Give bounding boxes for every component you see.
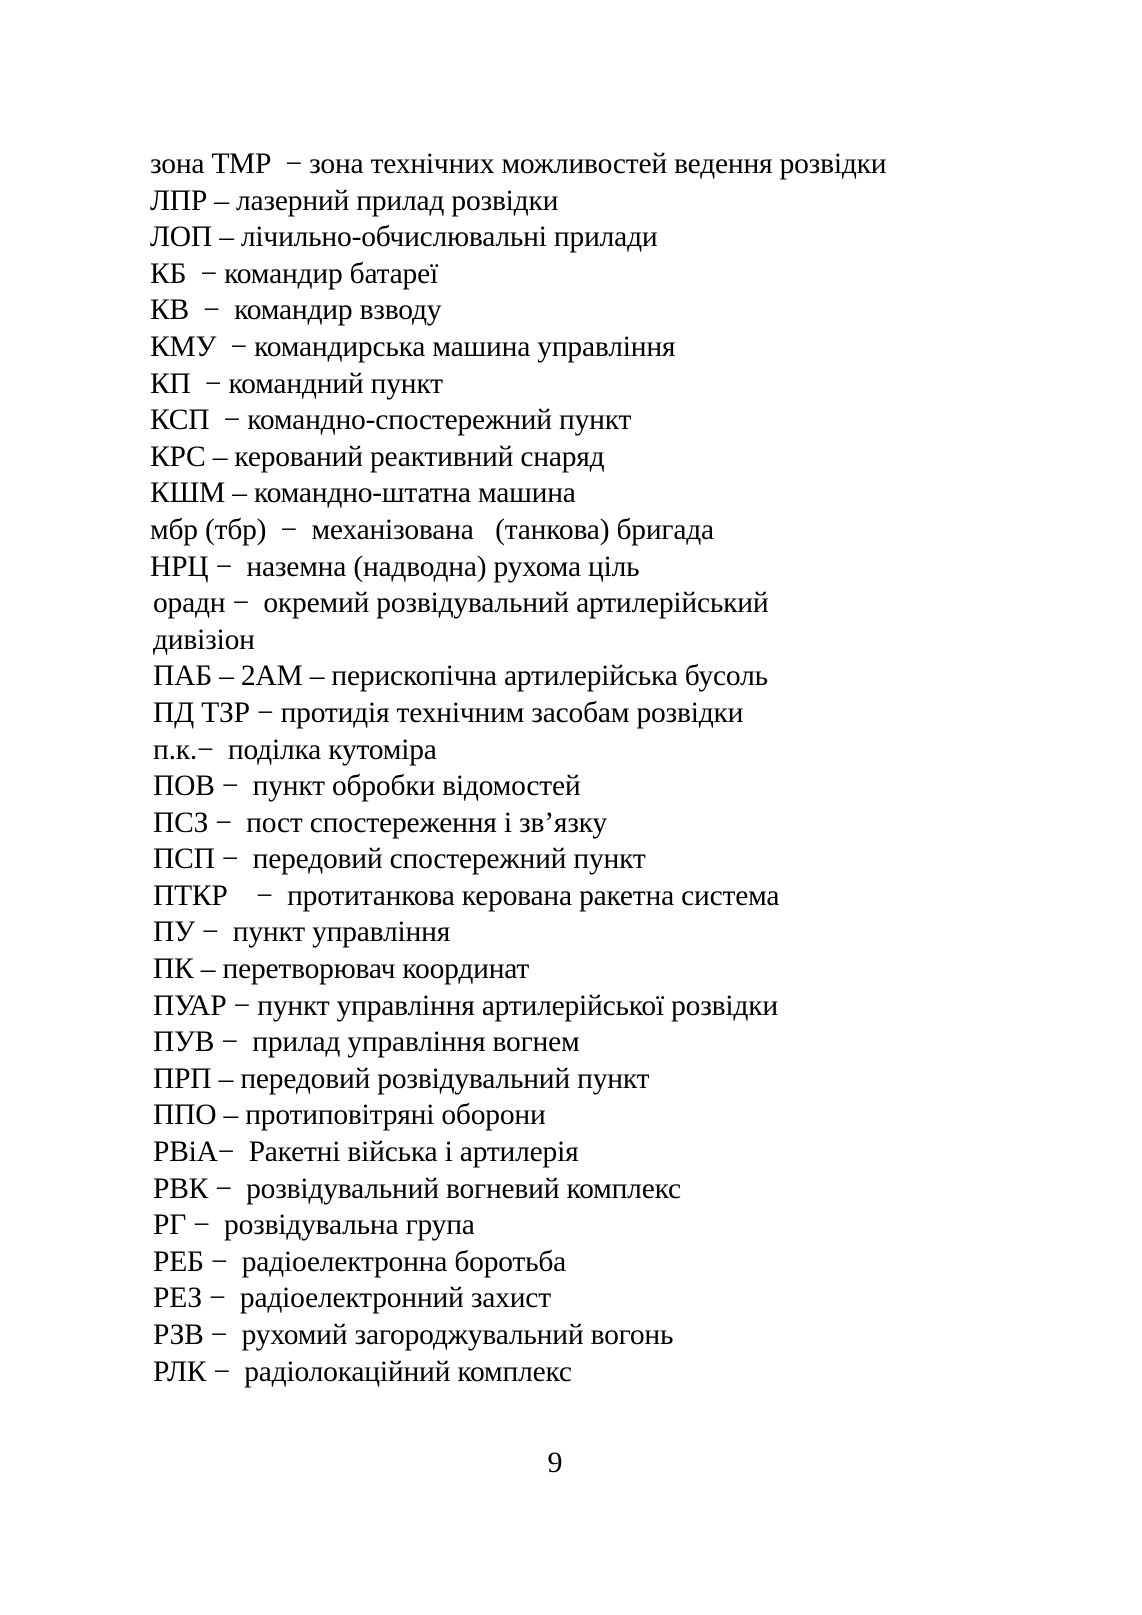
abbreviation-entry: ПК – перетворювач координат <box>153 953 530 986</box>
abbreviation-entry: ПАБ – 2АМ – перископічна артилерійська бусоль <box>153 660 768 693</box>
abbreviation-entry: РВК − розвідувальний вогневий комплекс <box>153 1172 681 1205</box>
abbreviation-entry: РЛК − радіолокаційний комплекс <box>153 1355 572 1388</box>
abbreviation-entry: ПТКР − протитанкова керована ракетна система <box>153 879 780 912</box>
abbreviation-entry: ПУВ − прилад управління вогнем <box>153 1026 580 1059</box>
abbreviation-entry: НРЦ − наземна (надводна) рухома ціль <box>150 550 640 583</box>
abbreviation-entry: КП − командний пункт <box>150 367 443 400</box>
abbreviation-entry: зона ТМР − зона технічних можливостей ведення розвідки <box>150 148 887 180</box>
abbreviation-entry: РГ − розвідувальна група <box>153 1209 475 1242</box>
abbreviation-entry: дивізіон <box>153 623 255 656</box>
abbreviation-entry: ПУАР − пункт управління артилерійської розвідки <box>153 989 778 1022</box>
abbreviation-entry: п.к.− поділка кутоміра <box>153 733 437 766</box>
abbreviation-entry: ПД ТЗР − протидія технічним засобам розвідки <box>153 696 744 729</box>
abbreviation-entry: ППО – протиповітряні оборони <box>153 1099 546 1132</box>
abbreviation-entry: РВіА− Ракетні війська і артилерія <box>153 1136 579 1169</box>
abbreviation-entry: КМУ − командирська машина управління <box>150 330 676 363</box>
abbreviation-entry: КБ − командир батареї <box>150 257 438 290</box>
abbreviation-entry: КШМ – командно-штатна машина <box>150 477 576 510</box>
abbreviation-entry: КРС – керований реактивний снаряд <box>150 440 605 473</box>
page-number: 9 <box>547 1446 563 1479</box>
abbreviation-entry: ПУ − пункт управління <box>153 916 451 949</box>
abbreviation-entry: ЛПР – лазерний прилад розвідки <box>150 184 559 217</box>
abbreviation-entry: мбр (тбр) − механізована (танкова) бригада <box>150 513 714 546</box>
abbreviation-entry: орадн − окремий розвідувальний артилерійський <box>153 587 769 620</box>
abbreviation-entry: ПСП − передовий спостережний пункт <box>153 843 646 876</box>
abbreviation-entry: КСП − командно-спостережний пункт <box>150 404 632 437</box>
abbreviation-entry: КВ − командир взводу <box>150 294 442 327</box>
abbreviation-entry: ПОВ − пункт обробки відомостей <box>153 770 581 803</box>
abbreviation-entry: РЕЗ − радіоелектронний захист <box>153 1282 551 1315</box>
abbreviation-entry: ЛОП – лічильно-обчислювальні прилади <box>150 221 658 254</box>
abbreviation-entry: РЗВ − рухомий загороджувальний вогонь <box>153 1319 674 1351</box>
abbreviation-entry: ПСЗ − пост спостереження і зв’язку <box>153 806 607 839</box>
abbreviation-entry: РЕБ − радіоелектронна боротьба <box>153 1245 567 1278</box>
abbreviation-entry: ПРП – передовий розвідувальний пункт <box>153 1062 650 1095</box>
abbreviation-list <box>150 146 886 1390</box>
